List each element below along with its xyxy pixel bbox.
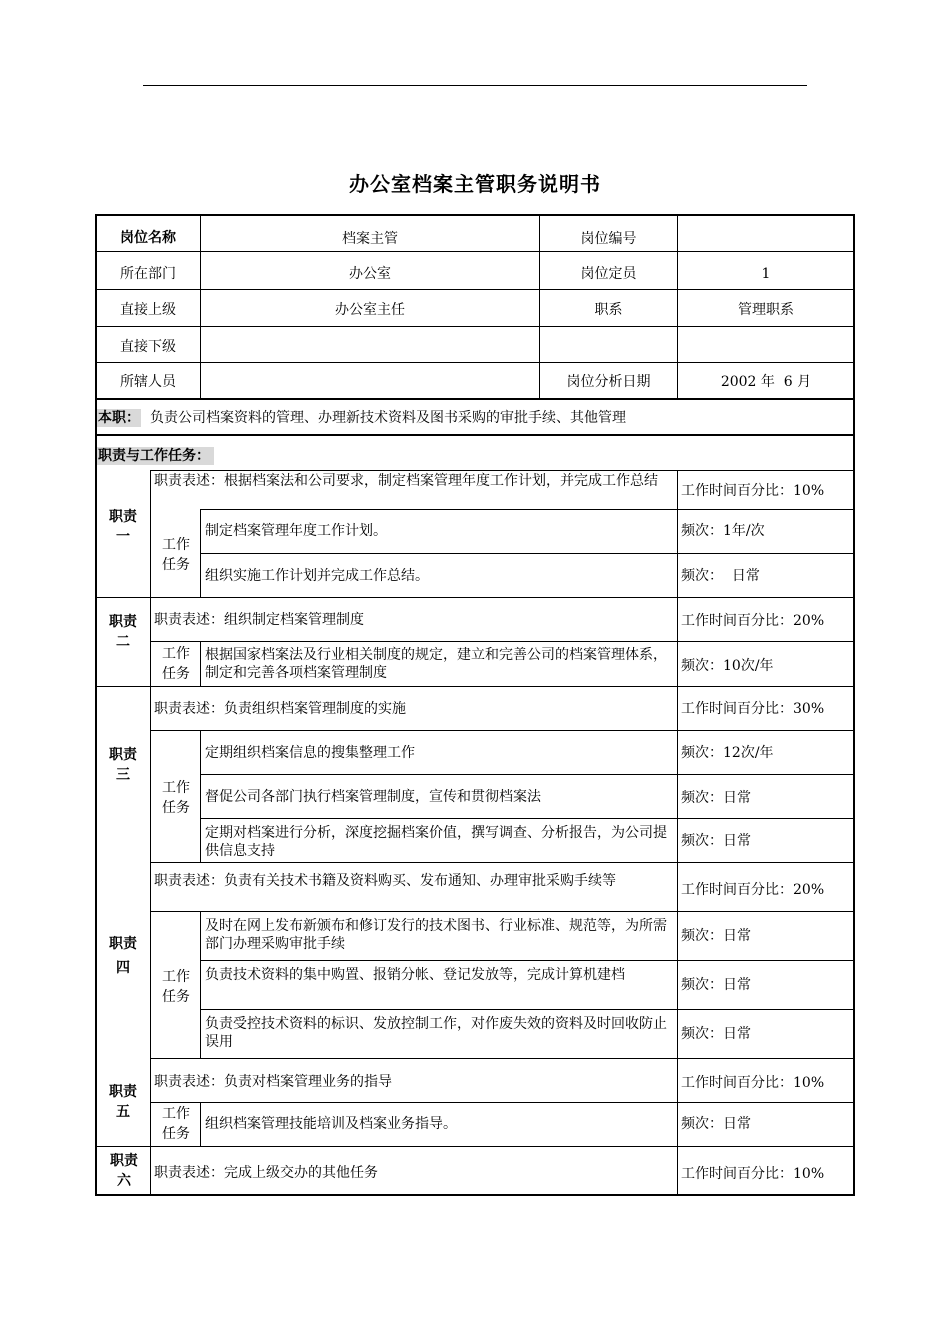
task-frequency: 频次：日常 <box>681 790 751 806</box>
label-position-name: 岗位名称 <box>120 230 176 246</box>
row-line <box>200 1009 854 1010</box>
task-frequency: 频次：日常 <box>681 928 751 944</box>
label-analysis-date: 岗位分析日期 <box>566 374 651 390</box>
task-frequency: 频次：日常 <box>681 977 751 993</box>
row-line <box>96 597 854 598</box>
row-line <box>96 434 854 436</box>
task-text: 根据国家档案法及行业相关制度的规定，建立和完善公司的档案管理体系，制定和完善各项档案管理制度 <box>205 647 667 681</box>
task-label: 工作任务 <box>162 969 190 1005</box>
col-line <box>677 470 678 1194</box>
value-analysis-date: 2002 年 6 月 <box>720 374 812 390</box>
row-line <box>150 911 854 912</box>
duty-time-percent: 工作时间百分比：30% <box>681 701 825 717</box>
task-frequency: 频次：1年/次 <box>681 523 765 539</box>
value-position-name: 档案主管 <box>342 231 398 247</box>
row-line <box>96 362 854 363</box>
value-job-family: 管理职系 <box>738 302 794 318</box>
primary-duty-label: 本职： <box>98 410 140 426</box>
col-line <box>200 1102 201 1146</box>
task-frequency: 频次： 日常 <box>681 568 760 584</box>
value-direct-superior: 办公室主任 <box>335 302 405 318</box>
task-label: 工作任务 <box>162 537 190 573</box>
task-label: 工作任务 <box>162 780 190 816</box>
label-department: 所在部门 <box>120 266 176 282</box>
task-text: 负责技术资料的集中购置、报销分帐、登记发放等，完成计算机建档 <box>205 967 625 983</box>
duty-statement: 职责表述：完成上级交办的其他任务 <box>154 1165 378 1181</box>
row-line <box>200 509 854 510</box>
value-department: 办公室 <box>349 266 391 282</box>
row-line <box>150 1058 854 1059</box>
task-label: 工作任务 <box>162 646 190 682</box>
label-job-family: 职系 <box>594 302 623 318</box>
row-line <box>96 289 854 290</box>
row-line <box>96 686 854 687</box>
col-line <box>150 470 151 1194</box>
duty-time-percent: 工作时间百分比：10% <box>681 1075 825 1091</box>
col-line <box>200 730 201 862</box>
row-line <box>96 251 854 252</box>
duty-label: 职责一 <box>109 509 137 545</box>
label-staff-under: 所辖人员 <box>120 374 176 390</box>
row-line <box>150 730 854 731</box>
task-text: 组织档案管理技能培训及档案业务指导。 <box>205 1116 457 1132</box>
duty-statement: 职责表述：负责有关技术书籍及资料购买、发布通知、办理审批采购手续等 <box>154 873 616 889</box>
label-position-code: 岗位编号 <box>580 231 637 247</box>
task-text: 制定档案管理年度工作计划。 <box>205 523 387 539</box>
duty-time-percent: 工作时间百分比：10% <box>681 483 825 499</box>
duty-statement: 职责表述：组织制定档案管理制度 <box>154 612 364 628</box>
row-line <box>200 774 854 775</box>
label-direct-superior: 直接上级 <box>120 302 176 318</box>
document-title: 办公室档案主管职务说明书 <box>349 172 601 196</box>
label-headcount: 岗位定员 <box>580 266 637 282</box>
task-text: 及时在网上发布新颁布和修订发行的技术图书、行业标准、规范等，为所需部门办理采购审批手续 <box>205 918 667 952</box>
task-label: 工作任务 <box>162 1106 190 1142</box>
task-text: 定期对档案进行分析，深度挖掘档案价值，撰写调查、分析报告，为公司提供信息支持 <box>205 825 667 859</box>
row-line <box>200 960 854 961</box>
duty-label: 职责四 <box>109 936 137 976</box>
duty-statement: 职责表述：负责组织档案管理制度的实施 <box>154 701 406 717</box>
duty-time-percent: 工作时间百分比：10% <box>681 1166 825 1182</box>
duty-statement: 职责表述：负责对档案管理业务的指导 <box>154 1074 392 1090</box>
task-text: 定期组织档案信息的搜集整理工作 <box>205 745 415 761</box>
task-frequency: 频次：12次/年 <box>681 745 774 761</box>
duty-time-percent: 工作时间百分比：20% <box>681 882 825 898</box>
col-line <box>200 911 201 1058</box>
duty-time-percent: 工作时间百分比：20% <box>681 613 825 629</box>
row-line <box>150 862 854 863</box>
primary-duty-text: 负责公司档案资料的管理、办理新技术资料及图书采购的审批手续、其他管理 <box>150 410 626 426</box>
duty-label: 职责二 <box>109 614 137 650</box>
col-line <box>200 641 201 686</box>
duty-label: 职责三 <box>109 747 137 783</box>
row-line <box>150 641 854 642</box>
row-line <box>96 398 854 400</box>
task-text: 组织实施工作计划并完成工作总结。 <box>205 568 429 584</box>
label-direct-subordinate: 直接下级 <box>120 339 176 355</box>
duty-label: 职责五 <box>109 1084 137 1120</box>
task-frequency: 频次：10次/年 <box>681 658 774 674</box>
row-line <box>150 470 854 471</box>
task-text: 督促公司各部门执行档案管理制度，宣传和贯彻档案法 <box>205 789 541 805</box>
section-label: 职责与工作任务： <box>97 447 214 465</box>
row-line <box>96 326 854 327</box>
row-line <box>150 1102 854 1103</box>
row-line <box>200 553 854 554</box>
duty-statement: 职责表述：根据档案法和公司要求，制定档案管理年度工作计划，并完成工作总结 <box>154 473 658 489</box>
col-line <box>200 509 201 597</box>
task-frequency: 频次：日常 <box>681 1026 751 1042</box>
value-headcount: 1 <box>761 266 771 282</box>
duty-label: 职责六 <box>110 1153 138 1189</box>
header-rule <box>143 85 807 86</box>
task-text: 负责受控技术资料的标识、发放控制工作，对作废失效的资料及时回收防止误用 <box>205 1016 667 1050</box>
task-frequency: 频次：日常 <box>681 833 751 849</box>
row-line <box>200 818 854 819</box>
row-line <box>96 1146 854 1147</box>
task-frequency: 频次：日常 <box>681 1116 751 1132</box>
